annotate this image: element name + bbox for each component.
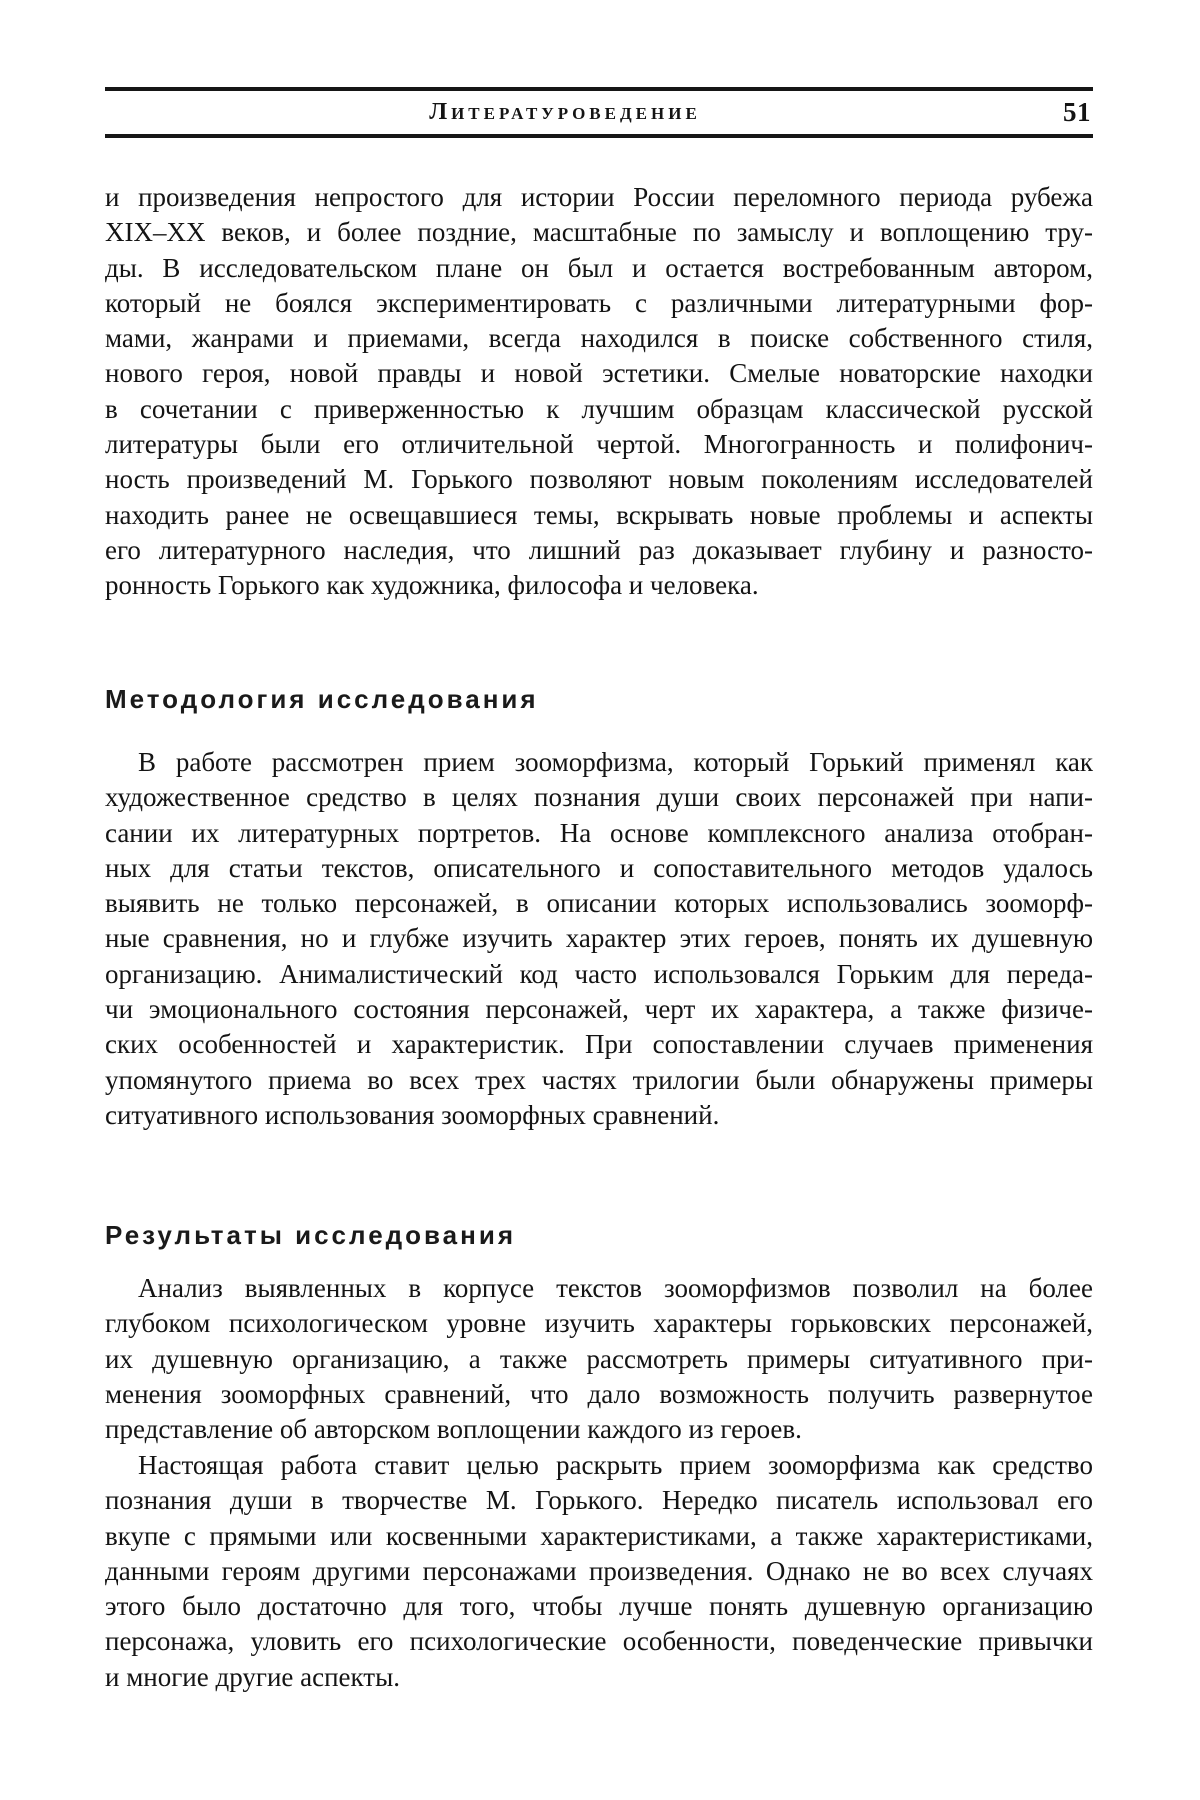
paragraph	[105, 180, 1093, 604]
text-line: выявить не только персонажей, в описании которых использовались зооморф-	[105, 888, 1093, 919]
text-line: ды. В исследовательском плане он был и остается востребованным автором,	[105, 252, 1093, 283]
text-line: находить ранее не освещавшиеся темы, вскрывать новые проблемы и аспекты	[105, 499, 1093, 530]
text-line: персонажа, уловить его психологические особенности, поведенческие привычки	[105, 1626, 1093, 1657]
text-line: ситуативного использования зооморфных сравнений.	[105, 1099, 720, 1130]
text-line: их душевную организацию, а также рассмотреть примеры ситуативного при-	[105, 1343, 1093, 1374]
paragraph	[105, 1271, 1093, 1447]
text-line: вкупе с прямыми или косвенными характеристиками, а также характеристиками,	[105, 1520, 1093, 1551]
text-line: познания души в творчестве М. Горького. Нередко писатель использовал его	[105, 1485, 1093, 1516]
text-line: который не боялся экспериментировать с различными литературными фор-	[105, 287, 1093, 318]
text-line: глубоком психологическом уровне изучить характеры горьковских персонажей,	[105, 1308, 1093, 1339]
running-head-title: Литературоведение	[429, 99, 701, 125]
paragraph	[105, 745, 1093, 1133]
text-line: и многие другие аспекты.	[105, 1661, 400, 1692]
page-header	[105, 87, 1093, 138]
text-line: литературы были его отличительной чертой. Многогранность и полифонич-	[105, 429, 1093, 460]
text-line: художественное средство в целях познания души своих персонажей при напи-	[105, 782, 1093, 813]
text-line: менения зооморфных сравнений, что дало возможность получить развернутое	[105, 1378, 1093, 1409]
text-line: сании их литературных портретов. На основе комплексного анализа отобран-	[105, 817, 1093, 848]
text-line: чи эмоционального состояния персонажей, черт их характера, а также физиче-	[105, 994, 1093, 1025]
text-line: организацию. Анималистический код часто использовался Горьким для переда-	[105, 958, 1093, 989]
header-bottom-rule	[105, 134, 1093, 138]
text-line: и произведения непростого для истории России переломного периода рубежа	[105, 182, 1093, 212]
paragraph	[105, 1448, 1093, 1695]
text-line: ные сравнения, но и глубже изучить характер этих героев, понять их душевную	[105, 923, 1093, 954]
running-head-row	[105, 91, 1093, 134]
text-line: мами, жанрами и приемами, всегда находился в поиске собственного стиля,	[105, 323, 1093, 354]
text-line: Анализ выявленных в корпусе текстов зооморфизмов позволил на более	[138, 1273, 1093, 1303]
text-line: В работе рассмотрен прием зооморфизма, который Горький применял как	[138, 747, 1093, 777]
text-line: его литературного наследия, что лишний раз доказывает глубину и разносто-	[105, 534, 1093, 565]
text-line: представление об авторском воплощении каждого из героев.	[105, 1414, 802, 1445]
text-line: ронность Горького как художника, философа и человека.	[105, 570, 759, 601]
page-number: 51	[1063, 96, 1091, 127]
text-line: данными героям другими персонажами произведения. Однако не во всех случаях	[105, 1555, 1093, 1586]
text-line: упомянутого приема во всех трех частях трилогии были обнаружены примеры	[105, 1064, 1093, 1095]
section-heading: Методология исследования	[105, 684, 539, 714]
text-line: ных для статьи текстов, описательного и сопоставительного методов удалось	[105, 852, 1093, 883]
text-line: ность произведений М. Горького позволяют новым поколениям исследователей	[105, 464, 1093, 495]
text-line: ских особенностей и характеристик. При сопоставлении случаев применения	[105, 1029, 1093, 1060]
text-line: XIX–XX веков, и более поздние, масштабные по замыслу и воплощению тру-	[105, 217, 1093, 248]
text-line: этого было достаточно для того, чтобы лучше понять душевную организацию	[105, 1591, 1093, 1622]
text-line: в сочетании с приверженностью к лучшим образцам классической русской	[105, 393, 1093, 424]
text-line: нового героя, новой правды и новой эстетики. Смелые новаторские находки	[105, 358, 1093, 389]
section-heading: Результаты исследования	[105, 1220, 516, 1250]
text-line: Настоящая работа ставит целью раскрыть прием зооморфизма как средство	[138, 1450, 1093, 1480]
